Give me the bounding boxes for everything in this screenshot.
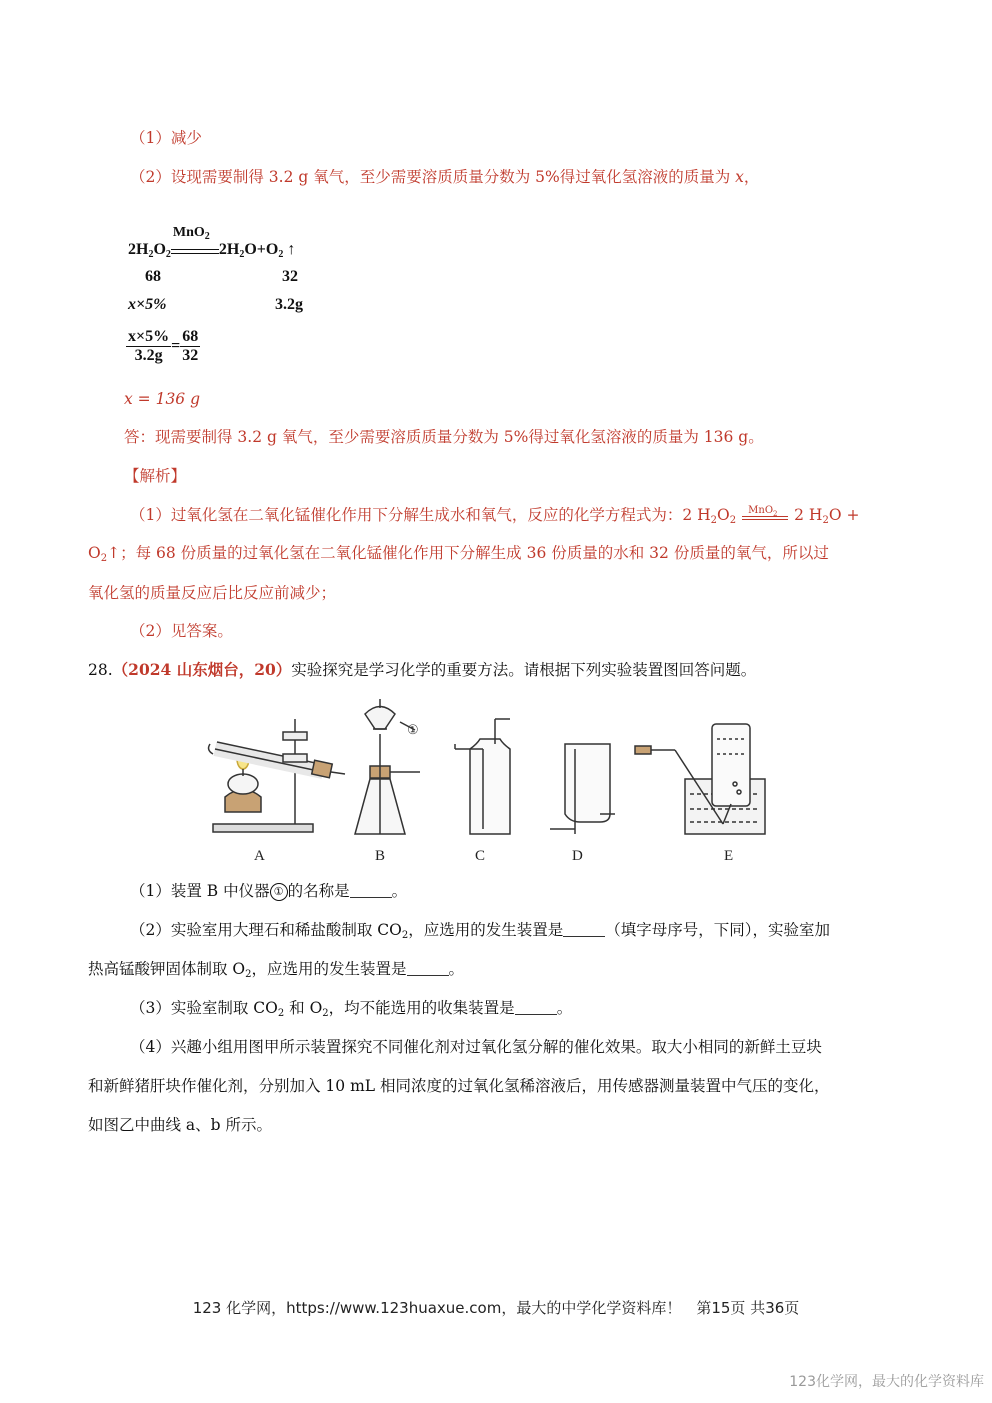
svg-text:①: ① [407,723,419,738]
sub-question-2: （2）实验室用大理石和稀盐酸制取 $CO_2$，应选用的发生装置是 （填字母序号，下同），实验室加 [130,921,831,941]
sub-question-4-line-3: 如图乙中曲线 a、b 所示。 [88,1116,273,1134]
label-c: C [475,848,486,864]
answer-blank[interactable] [350,883,392,898]
proportion: $\frac{x\times 5\%}{3.2g}$ = $\frac{68}{32}$ [128,328,199,364]
sub-question-4-line-1: （4）兴趣小组用图甲所示装置探究不同催化剂对过氧化氢分解的催化效果。取大小相同的新鲜土豆块 [130,1038,822,1056]
sub-question-2-cont: 热高锰酸钾固体制取 $O_2$，应选用的发生装置是 。 [88,960,465,980]
label-d: D [572,848,583,864]
answer-blank[interactable] [407,961,449,976]
label-b: B [375,848,386,864]
analysis-line-2: $O_2↑$；每 68 份质量的过氧化氢在二氧化锰催化作用下分解生成 36 份质量的水和 32 份质量的氧气，所以过 [88,544,829,564]
given-o2: 3.2g [275,296,303,313]
answer-blank[interactable] [563,922,605,937]
apparatus-c [455,719,510,834]
apparatus-figure [205,694,785,844]
label-e: E [724,848,734,864]
question-stem: 28.（2024 山东烟台，20）实验探究是学习化学的重要方法。请根据下列实验装置图回答问题。 [88,660,757,679]
answer-blank[interactable] [515,1000,557,1015]
analysis-line-1: （1）过氧化氢在二氧化锰催化作用下分解生成水和氧气，反应的化学方程式为：2 $H_2O_2$ MnO$_2$ 2 $H_2O$ + [130,505,860,526]
apparatus-e [635,724,765,834]
apparatus-a [209,719,345,832]
mass-o2: 32 [282,268,298,285]
given-h2o2: x×5% [128,296,167,313]
analysis-title: 【解析】 [124,467,187,485]
sub-question-4-line-2: 和新鲜猪肝块作催化剂，分别加入 10 mL 相同浓度的过氧化氢稀溶液后，用传感器测量装置中气压的变化， [88,1077,830,1095]
chemical-equation: $2H_2O_2$ MnO$_2$ $2H_2O+O_2$ ↑ [128,225,296,260]
analysis-line-3: 氧化氢的质量反应后比反应前减少； [88,584,337,602]
analysis-line-4: （2）见答案。 [130,622,233,640]
watermark: 123化学网，最大的化学资料库 [789,1374,984,1390]
apparatus-d [550,744,615,834]
page-footer: 123 化学网，https://www.123huaxue.com，最大的中学化学资料库！ 第15页 共36页 [192,1299,800,1317]
label-a: A [254,848,265,864]
sub-question-1: （1）装置 B 中仪器 ① 的名称是 。 [130,882,408,900]
conclusion: 答：现需要制得 3.2 g 氧气，至少需要溶质质量分数为 5%得过氧化氢溶液的质量为 136 g。 [124,428,764,446]
answer-part-2: （2）设现需要制得 3.2 g 氧气，至少需要溶质质量分数为 5%得过氧化氢溶液的质量为 x， [130,168,760,186]
sub-question-3: （3）实验室制取 $CO_2$ 和 $O_2$，均不能选用的收集装置是 。 [130,999,573,1019]
result: x = 136 g [124,390,201,408]
apparatus-b [355,699,420,834]
answer-part-1: （1）减少 [130,129,202,147]
mass-h2o2: 68 [145,268,161,285]
